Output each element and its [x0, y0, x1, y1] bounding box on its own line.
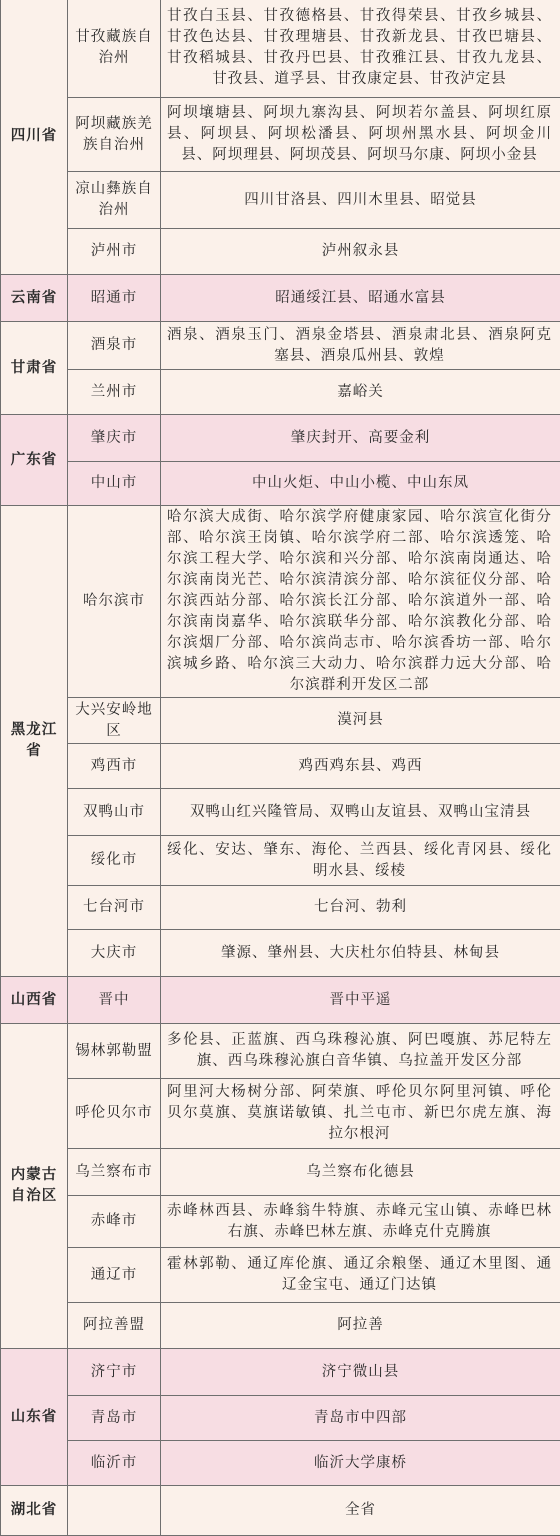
city-cell: 兰州市 — [68, 370, 161, 415]
table-row — [1, 322, 560, 370]
areas-cell: 多伦县、正蓝旗、西乌珠穆沁旗、阿巴嘎旗、苏尼特左旗、西乌珠穆沁旗白音华镇、乌拉盖开发区分部 — [161, 1024, 560, 1079]
city-cell: 晋中 — [68, 977, 161, 1024]
city-cell: 大庆市 — [68, 930, 161, 977]
province-cell-shanxi: 山西省 — [1, 977, 68, 1024]
areas-cell: 泸州叙永县 — [161, 229, 560, 275]
areas-cell: 霍林郭勒、通辽库伦旗、通辽余粮堡、通辽木里图、通辽金宝屯、通辽门达镇 — [161, 1248, 560, 1303]
province-cell-hubei: 湖北省 — [1, 1486, 68, 1536]
province-cell-guangdong: 广东省 — [1, 415, 68, 506]
table-row — [1, 415, 560, 462]
province-cell-yunnan: 云南省 — [1, 275, 68, 322]
table-row — [1, 1396, 560, 1441]
areas-cell: 七台河、勃利 — [161, 886, 560, 930]
areas-cell: 赤峰林西县、赤峰翁牛特旗、赤峰元宝山镇、赤峰巴林右旗、赤峰巴林左旗、赤峰克什克腾旗 — [161, 1196, 560, 1248]
table-row — [1, 1248, 560, 1303]
city-cell: 济宁市 — [68, 1349, 161, 1396]
table-row — [1, 886, 560, 930]
table-row — [1, 836, 560, 886]
areas-cell: 中山火炬、中山小榄、中山东凤 — [161, 462, 560, 506]
table-row — [1, 1303, 560, 1349]
areas-cell: 全省 — [161, 1486, 560, 1536]
city-cell: 酒泉市 — [68, 322, 161, 370]
city-cell: 双鸭山市 — [68, 789, 161, 836]
city-cell: 甘孜藏族自 治州 — [68, 0, 161, 98]
table-row — [1, 370, 560, 415]
areas-cell: 嘉峪关 — [161, 370, 560, 415]
table-row — [1, 1024, 560, 1079]
areas-cell: 临沂大学康桥 — [161, 1441, 560, 1486]
table-row — [1, 275, 560, 322]
city-cell: 呼伦贝尔市 — [68, 1079, 161, 1149]
table-row — [1, 1079, 560, 1149]
areas-cell: 四川甘洛县、四川木里县、昭觉县 — [161, 172, 560, 229]
areas-cell: 漠河县 — [161, 698, 560, 744]
areas-cell: 乌兰察布化德县 — [161, 1149, 560, 1196]
table-row — [1, 172, 560, 229]
table-row — [1, 698, 560, 744]
table-row — [1, 462, 560, 506]
table-row — [1, 98, 560, 172]
city-cell: 昭通市 — [68, 275, 161, 322]
province-cell-inner-mongolia: 内蒙古 自治区 — [1, 1024, 68, 1349]
city-cell: 临沂市 — [68, 1441, 161, 1486]
areas-cell: 济宁微山县 — [161, 1349, 560, 1396]
areas-cell: 晋中平遥 — [161, 977, 560, 1024]
table-row — [1, 506, 560, 698]
city-cell: 大兴安岭地 区 — [68, 698, 161, 744]
city-cell: 锡林郭勒盟 — [68, 1024, 161, 1079]
city-cell — [68, 1486, 161, 1536]
table-row — [1, 229, 560, 275]
areas-cell: 阿拉善 — [161, 1303, 560, 1349]
areas-cell: 肇庆封开、高要金利 — [161, 415, 560, 462]
table-row — [1, 0, 560, 98]
city-cell: 中山市 — [68, 462, 161, 506]
city-cell: 七台河市 — [68, 886, 161, 930]
table-row — [1, 1349, 560, 1396]
coverage-table-body — [1, 0, 560, 1536]
city-cell: 赤峰市 — [68, 1196, 161, 1248]
city-cell: 鸡西市 — [68, 744, 161, 789]
city-cell: 绥化市 — [68, 836, 161, 886]
areas-cell: 甘孜白玉县、甘孜德格县、甘孜得荣县、甘孜乡城县、甘孜色达县、甘孜理塘县、甘孜新龙县、甘孜巴塘县、甘孜稻城县、甘孜丹巴县、甘孜雅江县、甘孜九龙县、甘孜县、道孚县、甘孜康定县、甘孜泸定县 — [161, 0, 560, 98]
table-row — [1, 1441, 560, 1486]
city-cell: 哈尔滨市 — [68, 506, 161, 698]
table-row — [1, 1196, 560, 1248]
city-cell: 青岛市 — [68, 1396, 161, 1441]
city-cell: 泸州市 — [68, 229, 161, 275]
areas-cell: 阿坝壤塘县、阿坝九寨沟县、阿坝若尔盖县、阿坝红原县、阿坝县、阿坝松潘县、阿坝州黑水县、阿坝金川县、阿坝理县、阿坝茂县、阿坝马尔康、阿坝小金县 — [161, 98, 560, 172]
province-cell-heilongjiang: 黑龙江 省 — [1, 506, 68, 977]
city-cell: 通辽市 — [68, 1248, 161, 1303]
areas-cell: 阿里河大杨树分部、阿荣旗、呼伦贝尔阿里河镇、呼伦贝尔莫旗、莫旗诺敏镇、扎兰屯市、新巴尔虎左旗、海拉尔根河 — [161, 1079, 560, 1149]
areas-cell: 酒泉、酒泉玉门、酒泉金塔县、酒泉肃北县、酒泉阿克塞县、酒泉瓜州县、敦煌 — [161, 322, 560, 370]
province-cell-gansu: 甘肃省 — [1, 322, 68, 415]
city-cell: 阿拉善盟 — [68, 1303, 161, 1349]
areas-cell: 哈尔滨大成街、哈尔滨学府健康家园、哈尔滨宣化街分部、哈尔滨王岗镇、哈尔滨学府二部、哈尔滨透笼、哈尔滨工程大学、哈尔滨和兴分部、哈尔滨南岗通达、哈尔滨南岗光芒、哈尔滨清滨分部、哈尔滨征仪分部、哈尔滨西站分部、哈尔滨长江分部、哈尔滨道外一部、哈尔滨南岗嘉华、哈尔滨联华分部、哈尔滨教化分部、哈尔滨烟厂分部、哈尔滨尚志市、哈尔滨香坊一部、哈尔滨城乡路、哈尔滨三大动力、哈尔滨群力远大分部、哈尔滨群利开发区二部 — [161, 506, 560, 698]
city-cell: 肇庆市 — [68, 415, 161, 462]
areas-cell: 昭通绥江县、昭通水富县 — [161, 275, 560, 322]
city-cell: 阿坝藏族羌 族自治州 — [68, 98, 161, 172]
table-row — [1, 744, 560, 789]
city-cell: 凉山彝族自 治州 — [68, 172, 161, 229]
table-row — [1, 1149, 560, 1196]
province-cell-shandong: 山东省 — [1, 1349, 68, 1486]
table-row — [1, 930, 560, 977]
table-row — [1, 1486, 560, 1536]
areas-cell: 绥化、安达、肇东、海伦、兰西县、绥化青冈县、绥化明水县、绥棱 — [161, 836, 560, 886]
areas-cell: 青岛市中四部 — [161, 1396, 560, 1441]
areas-cell: 肇源、肇州县、大庆杜尔伯特县、林甸县 — [161, 930, 560, 977]
province-cell-sichuan: 四川省 — [1, 0, 68, 275]
areas-cell: 双鸭山红兴隆管局、双鸭山友谊县、双鸭山宝清县 — [161, 789, 560, 836]
table-row — [1, 977, 560, 1024]
areas-cell: 鸡西鸡东县、鸡西 — [161, 744, 560, 789]
city-cell: 乌兰察布市 — [68, 1149, 161, 1196]
table-row — [1, 789, 560, 836]
